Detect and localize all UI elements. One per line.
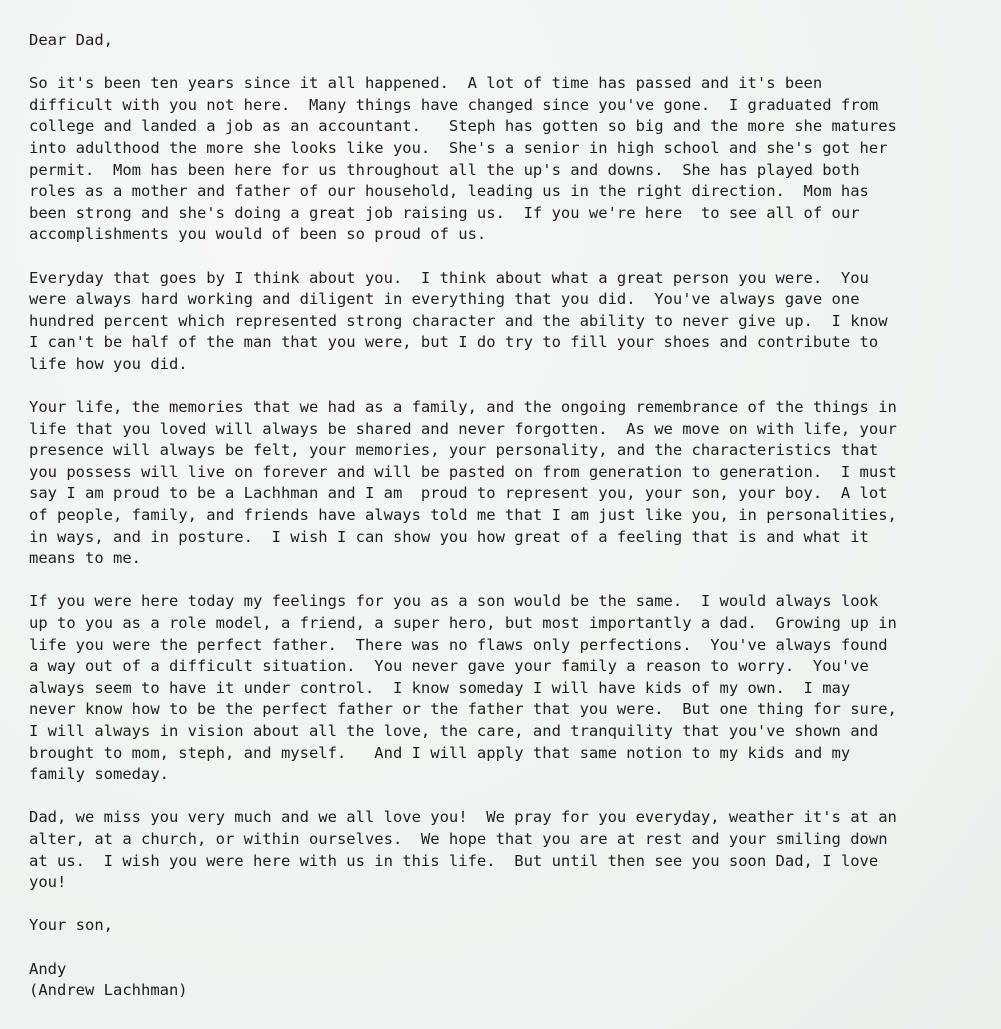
paragraph-line: at us. I wish you were here with us in this life. But until then see you soon Dad, I love xyxy=(29,851,879,870)
paragraph-line: hundred percent which represented strong character and the ability to never give up. I know xyxy=(29,311,888,330)
paragraph-gap xyxy=(29,376,974,398)
paragraph-line: life that you loved will always be shared and never forgotten. As we move on with life, your xyxy=(29,419,897,438)
paragraph-line: Everyday that goes by I think about you. I think about what a great person you were. You xyxy=(29,268,869,287)
paragraph-line: you! xyxy=(29,873,67,892)
paragraph-line: accomplishments you would of been so proud of us. xyxy=(29,225,487,244)
paragraph-gap xyxy=(29,937,974,959)
paragraph-line: say I am proud to be a Lachhman and I am proud to represent you, your son, your boy. A lot xyxy=(29,484,888,503)
paragraph-line: always seem to have it under control. I know someday I will have kids of my own. I may xyxy=(29,678,851,697)
paragraph-gap xyxy=(29,894,974,916)
paragraph-line: a way out of a difficult situation. You never gave your family a reason to worry. You've xyxy=(29,657,869,676)
paragraph-line: never know how to be the perfect father or the father that you were. But one thing for sure, xyxy=(29,700,897,719)
paragraph-gap xyxy=(29,570,974,592)
paragraph-line: permit. Mom has been here for us throughout all the up's and downs. She has played both xyxy=(29,160,860,179)
paragraph-line: in ways, and in posture. I wish I can show you how great of a feeling that is and what it xyxy=(29,527,869,546)
signature-full-name: (Andrew Lachhman) xyxy=(29,981,188,1000)
paragraph-4 xyxy=(29,591,974,785)
paragraph-line: Dad, we miss you very much and we all love you! We pray for you everyday, weather it's at an xyxy=(29,808,897,827)
paragraph-line: alter, at a church, or within ourselves. We hope that you are at rest and your smiling down xyxy=(29,829,888,848)
paragraph-gap xyxy=(29,246,974,268)
signature-name: Andy xyxy=(29,959,67,978)
paragraph-line: family someday. xyxy=(29,765,169,784)
salutation: Dear Dad, xyxy=(29,31,113,49)
paragraph-line: So it's been ten years since it all happened. A lot of time has passed and it's been xyxy=(29,74,823,93)
paragraph-line: up to you as a role model, a friend, a super hero, but most importantly a dad. Growing up in xyxy=(29,614,897,633)
paragraph-gap xyxy=(29,52,974,74)
closing: Your son, xyxy=(29,916,113,935)
paragraph-line: If you were here today my feelings for you as a son would be the same. I would always look xyxy=(29,592,879,611)
paragraph-line: were always hard working and diligent in everything that you did. You've always gave one xyxy=(29,290,860,309)
paragraph-1 xyxy=(29,73,974,246)
paragraph-line: roles as a mother and father of our household, leading us in the right direction. Mom has xyxy=(29,182,869,201)
letter-body xyxy=(29,30,974,1002)
paragraph-line: means to me. xyxy=(29,549,141,568)
paragraph-line: brought to mom, steph, and myself. And I will apply that same notion to my kids and my xyxy=(29,743,851,762)
paragraph-line: of people, family, and friends have always told me that I am just like you, in personalities, xyxy=(29,506,897,525)
paragraph-line: Your life, the memories that we had as a family, and the ongoing remembrance of the things in xyxy=(29,398,897,417)
paragraph-line: you possess will live on forever and will be pasted on from generation to generation. I must xyxy=(29,462,897,481)
paragraph-line: life you were the perfect father. There was no flaws only perfections. You've always found xyxy=(29,635,888,654)
paragraph-line: into adulthood the more she looks like you. She's a senior in high school and she's got her xyxy=(29,138,888,157)
paragraph-line: I will always in vision about all the love, the care, and tranquility that you've shown and xyxy=(29,722,879,740)
paragraph-line: difficult with you not here. Many things have changed since you've gone. I graduated from xyxy=(29,95,879,114)
paragraph-3 xyxy=(29,397,974,570)
paragraph-5 xyxy=(29,807,974,893)
paragraph-line: I can't be half of the man that you were, but I do try to fill your shoes and contribute to xyxy=(29,333,879,352)
paragraph-2 xyxy=(29,268,974,376)
paragraph-line: life how you did. xyxy=(29,354,188,373)
paragraph-line: presence will always be felt, your memories, your personality, and the characteristics that xyxy=(29,441,879,460)
paragraph-gap xyxy=(29,786,974,808)
paragraph-line: college and landed a job as an accountant. Steph has gotten so big and the more she matures xyxy=(29,117,897,136)
paragraph-line: been strong and she's doing a great job raising us. If you we're here to see all of our xyxy=(29,203,860,222)
